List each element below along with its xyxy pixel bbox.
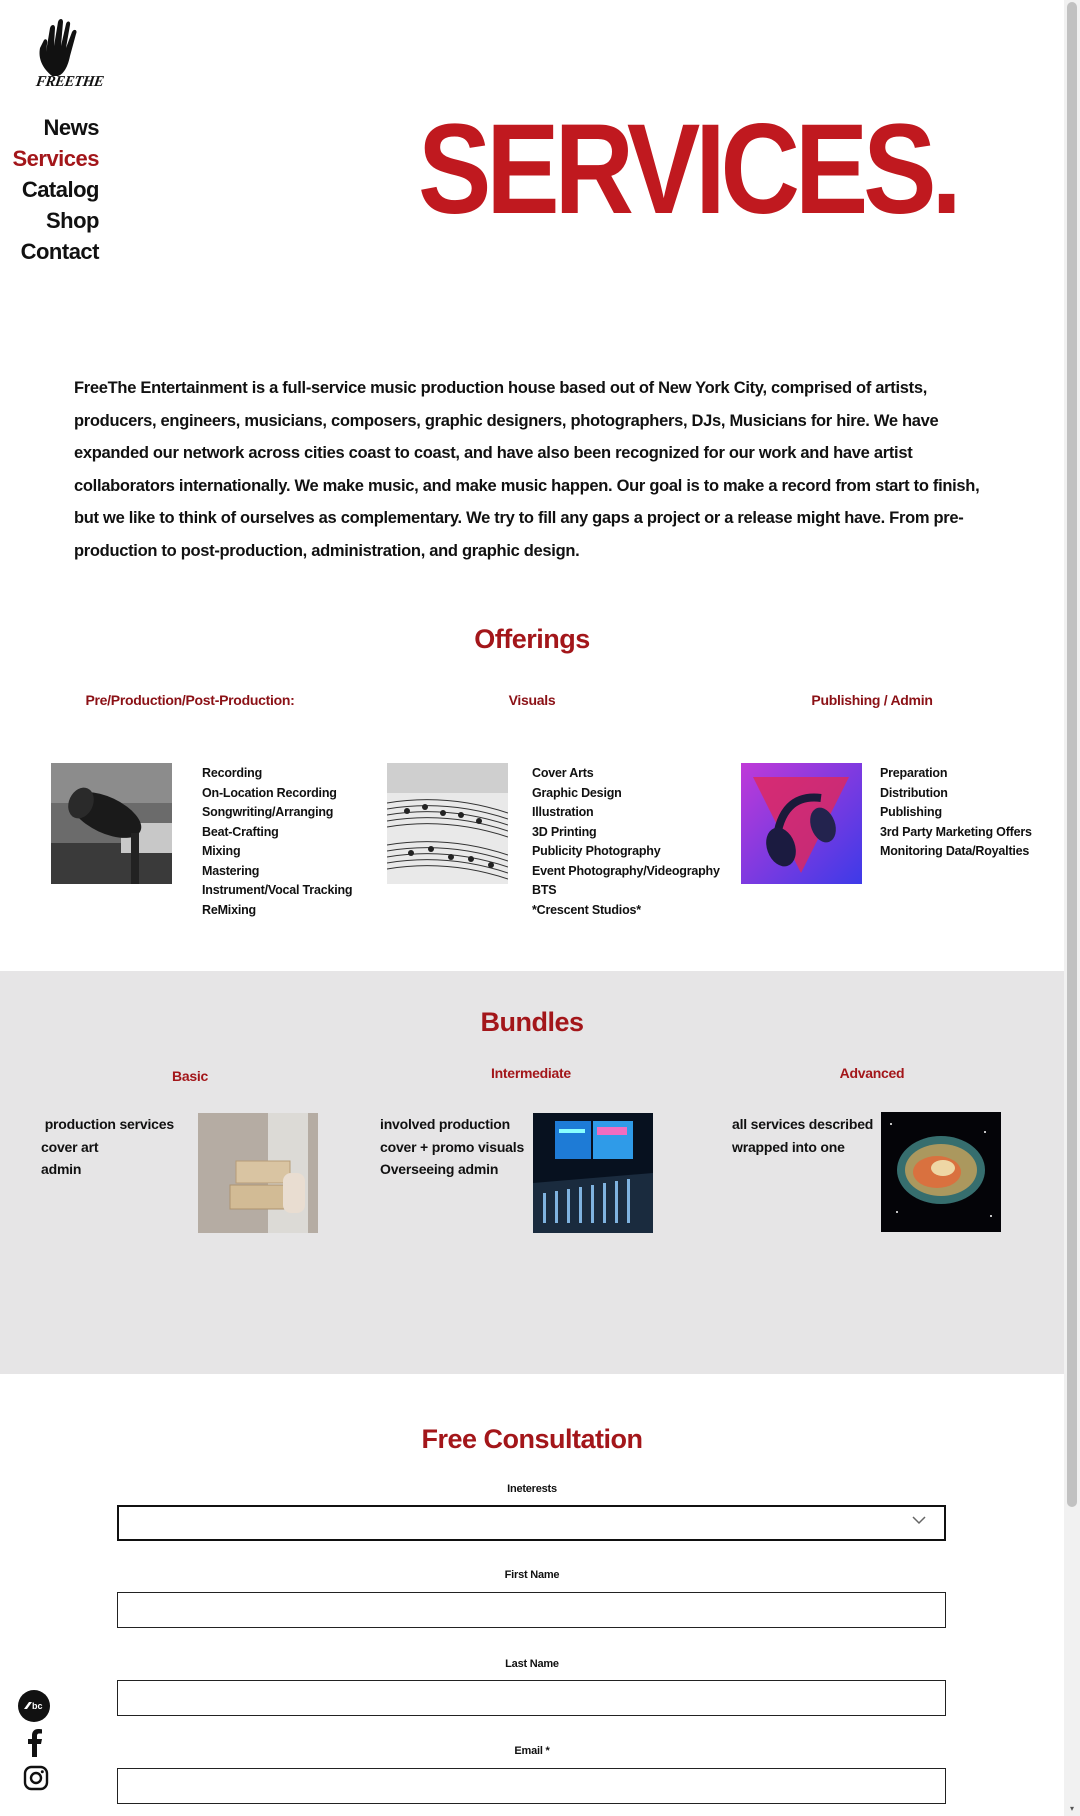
facebook-icon[interactable] [25, 1729, 45, 1762]
bundle-title-basic: Basic [172, 1068, 208, 1084]
logo[interactable] [34, 18, 104, 98]
first-name-field[interactable] [117, 1592, 946, 1628]
last-name-field[interactable] [117, 1680, 946, 1716]
interests-select[interactable] [117, 1505, 946, 1541]
nebula-image [881, 1112, 1001, 1232]
list-item: Illustration [532, 805, 594, 819]
instagram-icon[interactable] [23, 1765, 49, 1796]
list-item: Cover Arts [532, 766, 594, 780]
list-item: Recording [202, 766, 263, 780]
chevron-down-icon [912, 1514, 926, 1528]
microphone-image [51, 763, 172, 884]
nav-services[interactable]: Services [12, 146, 99, 171]
nav-catalog[interactable]: Catalog [21, 177, 99, 202]
list-item: Mastering [202, 863, 260, 878]
bundle-text-basic [41, 1113, 174, 1181]
nav-contact[interactable]: Contact [20, 239, 99, 264]
intro-paragraph: FreeThe Entertainment is a full-service music production house based out of New York City, comprised of artists, producers, engineers, musicians, composers, graphic designers, photographers, DJs, Musicians for hire. We have expanded our network across cities coast to coast, and have also been recognized for our work and have artist collaborators internationally. We make music, and make music happen. Our goal is to make a record from start to finish, but we like to think of ourselves as complementary. We try to fill any gaps a project or a release might have. From pre-production to post-production, administration, and graphic design. [74, 379, 980, 560]
bundle-title-intermediate: Intermediate [491, 1065, 571, 1081]
list-item: 3rd Party Marketing Offers [880, 824, 1032, 839]
scroll-down-arrow-icon[interactable]: ▾ [1069, 1804, 1074, 1813]
bundle-line: admin [41, 1161, 82, 1177]
offering-list-publishing [880, 764, 1032, 862]
email-field[interactable] [117, 1768, 946, 1804]
list-item: Songwriting/Arranging [202, 805, 334, 819]
list-item: Publishing [880, 805, 942, 819]
interests-label: Ineterests [507, 1483, 557, 1495]
list-item: BTS [532, 883, 557, 897]
offerings-title: Offerings [474, 624, 590, 654]
email-label: Email * [514, 1745, 550, 1757]
bundles-section [0, 971, 1064, 1374]
list-item: Monitoring Data/Royalties [880, 844, 1030, 858]
bundle-title-advanced: Advanced [839, 1065, 905, 1081]
nav-news[interactable]: News [43, 115, 99, 140]
bundle-line: involved production [380, 1116, 510, 1132]
bundles-title: Bundles [480, 1007, 584, 1037]
bandcamp-icon[interactable] [18, 1690, 50, 1727]
main-nav [12, 112, 99, 267]
bundle-line: Overseeing admin [380, 1161, 499, 1177]
bundle-line: cover + promo visuals [380, 1138, 525, 1155]
consultation-title: Free Consultation [421, 1424, 643, 1454]
list-item: Mixing [202, 844, 241, 858]
bundle-line: all services described [732, 1116, 874, 1132]
last-name-label: Last Name [505, 1658, 559, 1670]
bundle-text-advanced [732, 1113, 873, 1158]
offering-list-production [202, 764, 352, 920]
logo-wordmark: FREETHE [34, 74, 105, 90]
list-item: Publicity Photography [532, 844, 661, 858]
offering-col-title-visuals: Visuals [508, 692, 556, 708]
list-item: *Crescent Studios* [532, 902, 641, 917]
headphones-image [741, 763, 862, 884]
list-item: Beat-Crafting [202, 824, 279, 839]
offering-list-visuals [532, 764, 720, 920]
svg-text:bc: bc [32, 1701, 43, 1711]
sheet-music-image [387, 763, 508, 884]
boxes-image [198, 1113, 318, 1233]
list-item: ReMixing [202, 902, 256, 917]
list-item: Instrument/Vocal Tracking [202, 883, 353, 897]
scrollbar-thumb[interactable] [1067, 2, 1077, 1507]
hand-logo-icon [34, 18, 90, 78]
offering-col-title-publishing: Publishing / Admin [811, 692, 933, 708]
bundle-line: wrapped into one [732, 1138, 845, 1155]
bundle-line: cover art [41, 1138, 99, 1155]
list-item: Preparation [880, 766, 948, 780]
studio-console-image [533, 1113, 653, 1233]
bundle-text-intermediate [380, 1113, 524, 1181]
page-scrollbar[interactable] [1064, 0, 1080, 1816]
list-item: On-Location Recording [202, 785, 337, 800]
offering-col-title-production: Pre/Production/Post-Production: [85, 692, 295, 708]
page-title: SERVICES. [418, 98, 957, 241]
first-name-label: First Name [504, 1569, 560, 1581]
nav-shop[interactable]: Shop [46, 208, 99, 233]
bundle-line: production services [41, 1116, 174, 1132]
list-item: Graphic Design [532, 785, 622, 800]
list-item: Event Photography/Videography [532, 863, 720, 878]
list-item: Distribution [880, 785, 948, 800]
list-item: 3D Printing [532, 824, 597, 839]
